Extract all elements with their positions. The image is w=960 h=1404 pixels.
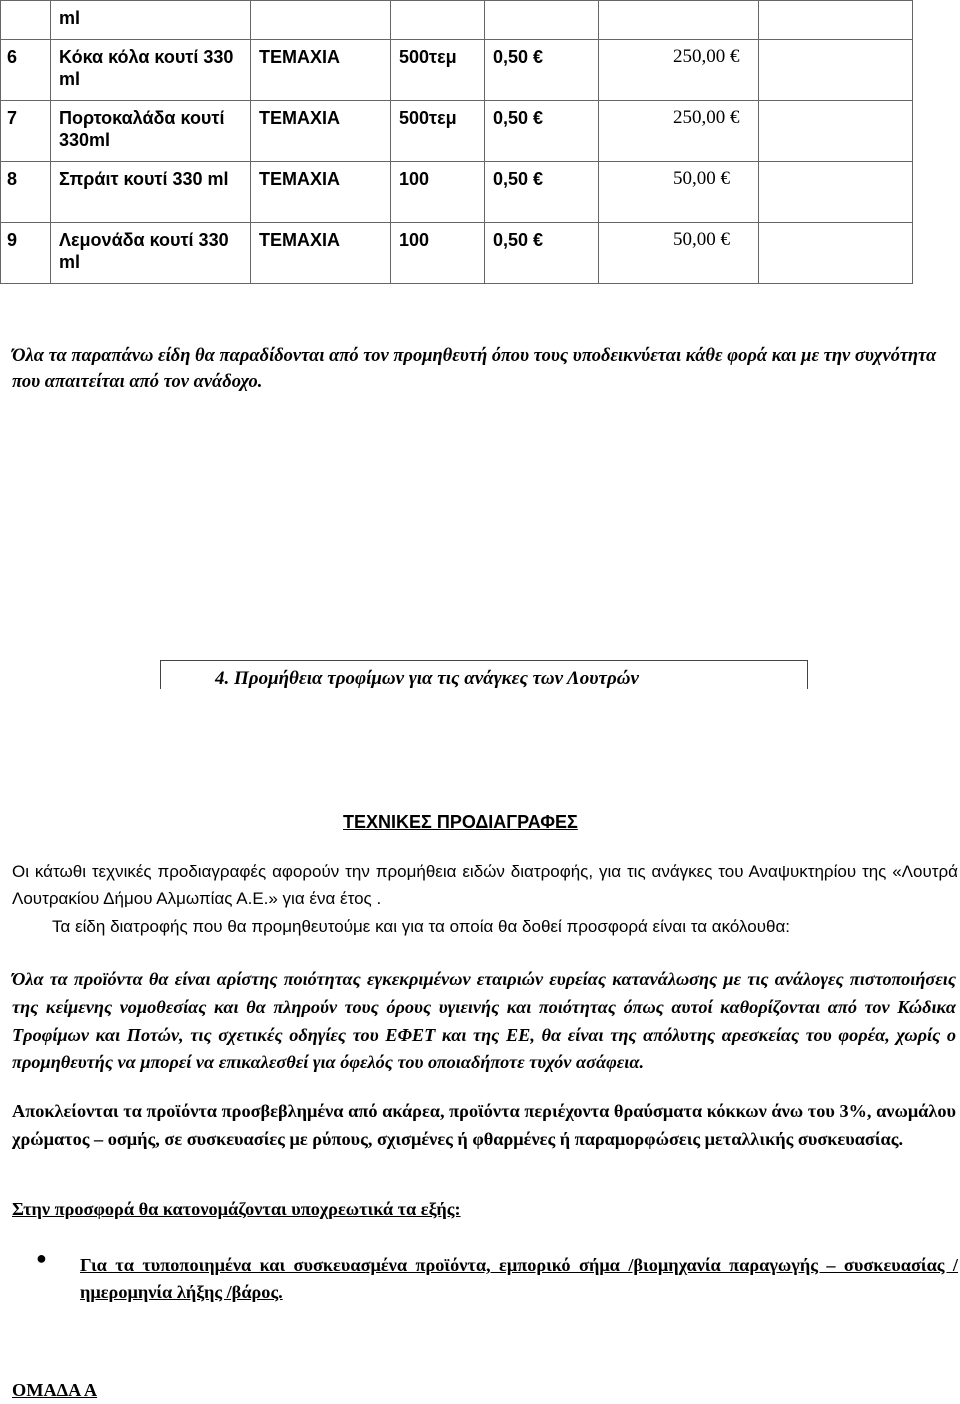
offer-heading: Στην προσφορά θα κατονομάζονται υποχρεωτικά τα εξής: (12, 1199, 461, 1219)
cell-qty (391, 1, 485, 40)
cell-qty: 500τεμ (391, 101, 485, 162)
cell-total: 50,00 € (599, 162, 759, 223)
cell-unit-price: 0,50 € (485, 162, 599, 223)
items-intro: Τα είδη διατροφής που θα προμηθευτούμε και για τα οποία θα δοθεί προσφορά είναι τα ακόλουθα: (52, 917, 791, 936)
cell-no: 8 (1, 162, 51, 223)
cell-empty (759, 223, 913, 284)
bullet-item: Για τα τυποποιημένα και συσκευασμένα προϊόντα, εμπορικό σήμα /βιομηχανία παραγωγής – συσκευασίας /ημερομηνία λήξης /βάρος. (80, 1255, 958, 1302)
intro-paragraph: Οι κάτωθι τεχνικές προδιαγραφές αφορούν την προμήθεια ειδών διατροφής, για τις ανάγκες του Αναψυκτηρίου της «Λουτρά Λουτρακίου Δήμου Αλμωπίας Α.Ε.» για ένα έτος . (12, 862, 958, 908)
items-table (0, 0, 913, 284)
cell-no: 7 (1, 101, 51, 162)
cell-total (599, 1, 759, 40)
exclusion-paragraph: Αποκλείονται τα προϊόντα προσβεβλημένα από ακάρεα, προϊόντα περιέχοντα θραύσματα κόκκων άνω του 3%, ανωμάλου χρώματος – οσμής, σε συσκευασίες με ρύπους, σχισμένες ή φθαρμένες ή παραμορφώσεις μεταλλικής συσκευασίας. (12, 1101, 956, 1149)
cell-empty (759, 162, 913, 223)
cell-qty: 500τεμ (391, 40, 485, 101)
cell-unit (251, 1, 391, 40)
cell-unit: ΤΕΜΑΧΙΑ (251, 162, 391, 223)
cell-total: 250,00 € (599, 40, 759, 101)
group-heading: ΟΜΑΔΑ Α (12, 1380, 98, 1400)
delivery-note: Όλα τα παραπάνω είδη θα παραδίδονται από τον προμηθευτή όπου τους υποδεικνύεται κάθε φορά και με την συχνότητα που απαιτείται από τον ανάδοχο. (12, 346, 937, 392)
section-heading-box (160, 660, 808, 689)
bullet-icon: ● (36, 1248, 47, 1268)
cell-unit-price: 0,50 € (485, 223, 599, 284)
cell-empty (759, 101, 913, 162)
cell-unit-price: 0,50 € (485, 101, 599, 162)
table-row (1, 223, 913, 284)
cell-no: 6 (1, 40, 51, 101)
cell-item: Πορτοκαλάδα κουτί 330ml (51, 101, 251, 162)
cell-empty (759, 1, 913, 40)
cell-item: Κόκα κόλα κουτί 330 ml (51, 40, 251, 101)
cell-empty (759, 40, 913, 101)
section-heading: 4. Προμήθεια τροφίμων για τις ανάγκες των Λουτρών (215, 668, 639, 689)
cell-no (1, 1, 51, 40)
table-row (1, 40, 913, 101)
quality-paragraph: Όλα τα προϊόντα θα είναι αρίστης ποιότητας εγκεκριμένων εταιριών ευρείας κατανάλωσης με τις ανάλογες πιστοποιήσεις της κείμενης νομοθεσίας και θα πληρούν τους όρους υγιεινής και ποιότητας όπως αυτοί καθορίζονται από τον Κώδικα Τροφίμων και Ποτών, τις σχετικές οδηγίες του ΕΦΕΤ και της ΕΕ, θα είναι της απόλυτης αρεσκείας του φορέα, χωρίς ο προμηθευτής να μπορεί να επικαλεσθεί για όφελός του οποιαδήποτε τυχόν ασάφεια. (12, 969, 956, 1073)
cell-item: Λεμονάδα κουτί 330 ml (51, 223, 251, 284)
cell-unit-price (485, 1, 599, 40)
cell-unit: ΤΕΜΑΧΙΑ (251, 101, 391, 162)
cell-item: Σπράιτ κουτί 330 ml (51, 162, 251, 223)
cell-item: ml (51, 1, 251, 40)
table-row (1, 162, 913, 223)
cell-qty: 100 (391, 162, 485, 223)
table-row (1, 1, 913, 40)
cell-unit: ΤΕΜΑΧΙΑ (251, 223, 391, 284)
cell-unit-price: 0,50 € (485, 40, 599, 101)
cell-qty: 100 (391, 223, 485, 284)
cell-unit: ΤΕΜΑΧΙΑ (251, 40, 391, 101)
tech-specs-title: ΤΕΧΝΙΚΕΣ ΠΡΟΔΙΑΓΡΑΦΕΣ (343, 812, 578, 832)
cell-no: 9 (1, 223, 51, 284)
cell-total: 50,00 € (599, 223, 759, 284)
table-row (1, 101, 913, 162)
cell-total: 250,00 € (599, 101, 759, 162)
